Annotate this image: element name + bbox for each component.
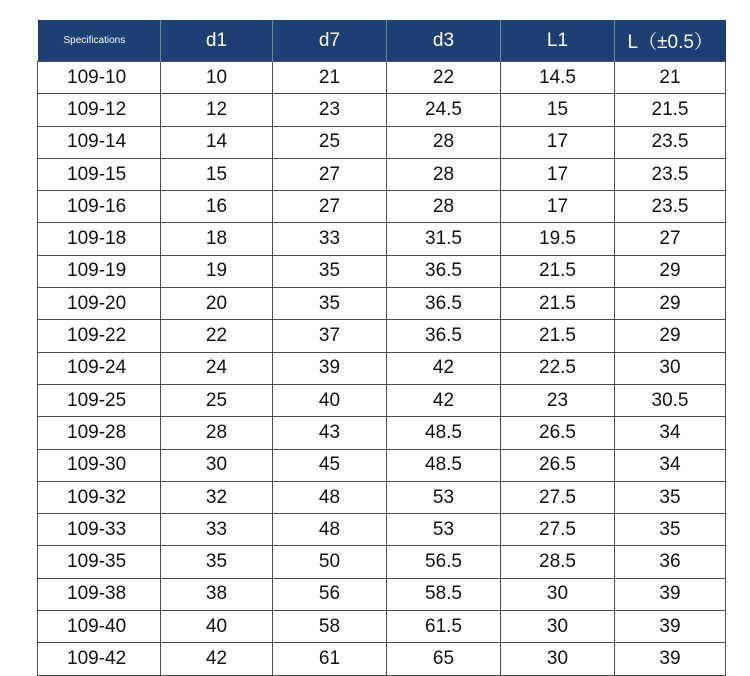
cell-specification: 109-22 [38,320,161,352]
cell-d3: 65 [387,643,501,675]
header-d1: d1 [161,20,273,62]
cell-d3: 36.5 [387,255,501,287]
cell-d7: 45 [273,449,387,481]
cell-d3: 48.5 [387,449,501,481]
cell-l: 39 [615,643,726,675]
cell-d1: 38 [161,578,273,610]
cell-specification: 109-33 [38,514,161,546]
cell-d1: 14 [161,126,273,158]
cell-l1: 23 [501,384,615,416]
cell-d3: 42 [387,352,501,384]
cell-d3: 24.5 [387,94,501,126]
cell-l1: 14.5 [501,62,615,94]
cell-d3: 28 [387,126,501,158]
cell-l: 34 [615,449,726,481]
cell-d1: 25 [161,384,273,416]
cell-d7: 50 [273,546,387,578]
header-l-tolerance: L（±0.5） [615,20,726,62]
cell-l: 21 [615,62,726,94]
cell-d7: 33 [273,223,387,255]
table-row [38,611,726,643]
table-row [38,158,726,190]
table-row [38,481,726,513]
cell-d7: 35 [273,255,387,287]
table-row [38,191,726,223]
table-row [38,352,726,384]
cell-specification: 109-32 [38,481,161,513]
cell-specification: 109-18 [38,223,161,255]
cell-d7: 58 [273,611,387,643]
cell-l: 21.5 [615,94,726,126]
cell-d7: 27 [273,158,387,190]
cell-specification: 109-16 [38,191,161,223]
cell-specification: 109-30 [38,449,161,481]
cell-l: 35 [615,514,726,546]
cell-l1: 21.5 [501,288,615,320]
cell-d7: 43 [273,417,387,449]
cell-l1: 27.5 [501,481,615,513]
cell-specification: 109-19 [38,255,161,287]
cell-d3: 36.5 [387,288,501,320]
cell-l1: 28.5 [501,546,615,578]
cell-d7: 35 [273,288,387,320]
cell-d1: 32 [161,481,273,513]
cell-d7: 25 [273,126,387,158]
cell-l1: 26.5 [501,449,615,481]
cell-d3: 42 [387,384,501,416]
cell-d7: 27 [273,191,387,223]
table-row [38,288,726,320]
cell-l1: 15 [501,94,615,126]
cell-l: 39 [615,611,726,643]
cell-l: 39 [615,578,726,610]
cell-d3: 31.5 [387,223,501,255]
cell-l1: 30 [501,643,615,675]
cell-d1: 12 [161,94,273,126]
cell-d1: 10 [161,62,273,94]
cell-specification: 109-40 [38,611,161,643]
header-l1: L1 [501,20,615,62]
table-row [38,255,726,287]
cell-specification: 109-12 [38,94,161,126]
cell-d7: 23 [273,94,387,126]
cell-d3: 48.5 [387,417,501,449]
cell-d1: 24 [161,352,273,384]
cell-d1: 33 [161,514,273,546]
cell-specification: 109-14 [38,126,161,158]
cell-d1: 20 [161,288,273,320]
table-row [38,384,726,416]
cell-d3: 53 [387,481,501,513]
cell-d7: 21 [273,62,387,94]
cell-d3: 53 [387,514,501,546]
cell-l: 36 [615,546,726,578]
table-row [38,62,726,94]
cell-d1: 28 [161,417,273,449]
cell-specification: 109-38 [38,578,161,610]
cell-d1: 35 [161,546,273,578]
table-row [38,449,726,481]
cell-l: 29 [615,255,726,287]
cell-l: 34 [615,417,726,449]
table-row [38,320,726,352]
cell-d7: 61 [273,643,387,675]
cell-l: 35 [615,481,726,513]
cell-d1: 18 [161,223,273,255]
cell-l: 23.5 [615,158,726,190]
cell-d3: 28 [387,191,501,223]
cell-l: 29 [615,288,726,320]
table-row [38,126,726,158]
table-row [38,94,726,126]
table-row [38,417,726,449]
cell-l: 30 [615,352,726,384]
table-body [38,62,726,676]
cell-l1: 17 [501,191,615,223]
cell-d1: 40 [161,611,273,643]
cell-l1: 17 [501,126,615,158]
cell-specification: 109-28 [38,417,161,449]
cell-d3: 36.5 [387,320,501,352]
table-row [38,514,726,546]
cell-d3: 22 [387,62,501,94]
cell-l1: 22.5 [501,352,615,384]
cell-specification: 109-10 [38,62,161,94]
header-row [38,20,726,62]
cell-specification: 109-24 [38,352,161,384]
header-d3: d3 [387,20,501,62]
cell-d7: 48 [273,481,387,513]
cell-d1: 30 [161,449,273,481]
cell-specification: 109-35 [38,546,161,578]
table-row [38,546,726,578]
cell-specification: 109-42 [38,643,161,675]
cell-l1: 21.5 [501,320,615,352]
cell-l: 23.5 [615,126,726,158]
cell-l1: 30 [501,578,615,610]
table-row [38,223,726,255]
cell-specification: 109-15 [38,158,161,190]
cell-d3: 58.5 [387,578,501,610]
cell-d7: 39 [273,352,387,384]
cell-d7: 40 [273,384,387,416]
cell-l: 27 [615,223,726,255]
cell-l1: 21.5 [501,255,615,287]
cell-l1: 17 [501,158,615,190]
header-specifications: Specifications [38,20,161,62]
cell-d1: 16 [161,191,273,223]
table-header [38,20,726,62]
table-row [38,578,726,610]
cell-d7: 56 [273,578,387,610]
table-row [38,643,726,675]
cell-d7: 37 [273,320,387,352]
cell-specification: 109-25 [38,384,161,416]
cell-d3: 56.5 [387,546,501,578]
cell-l1: 26.5 [501,417,615,449]
cell-l1: 30 [501,611,615,643]
spec-table [37,20,726,676]
cell-d7: 48 [273,514,387,546]
cell-l1: 27.5 [501,514,615,546]
cell-l: 23.5 [615,191,726,223]
header-d7: d7 [273,20,387,62]
cell-d3: 28 [387,158,501,190]
cell-d1: 19 [161,255,273,287]
cell-l1: 19.5 [501,223,615,255]
cell-l: 30.5 [615,384,726,416]
cell-l: 29 [615,320,726,352]
cell-specification: 109-20 [38,288,161,320]
cell-d1: 22 [161,320,273,352]
cell-d1: 15 [161,158,273,190]
cell-d1: 42 [161,643,273,675]
cell-d3: 61.5 [387,611,501,643]
